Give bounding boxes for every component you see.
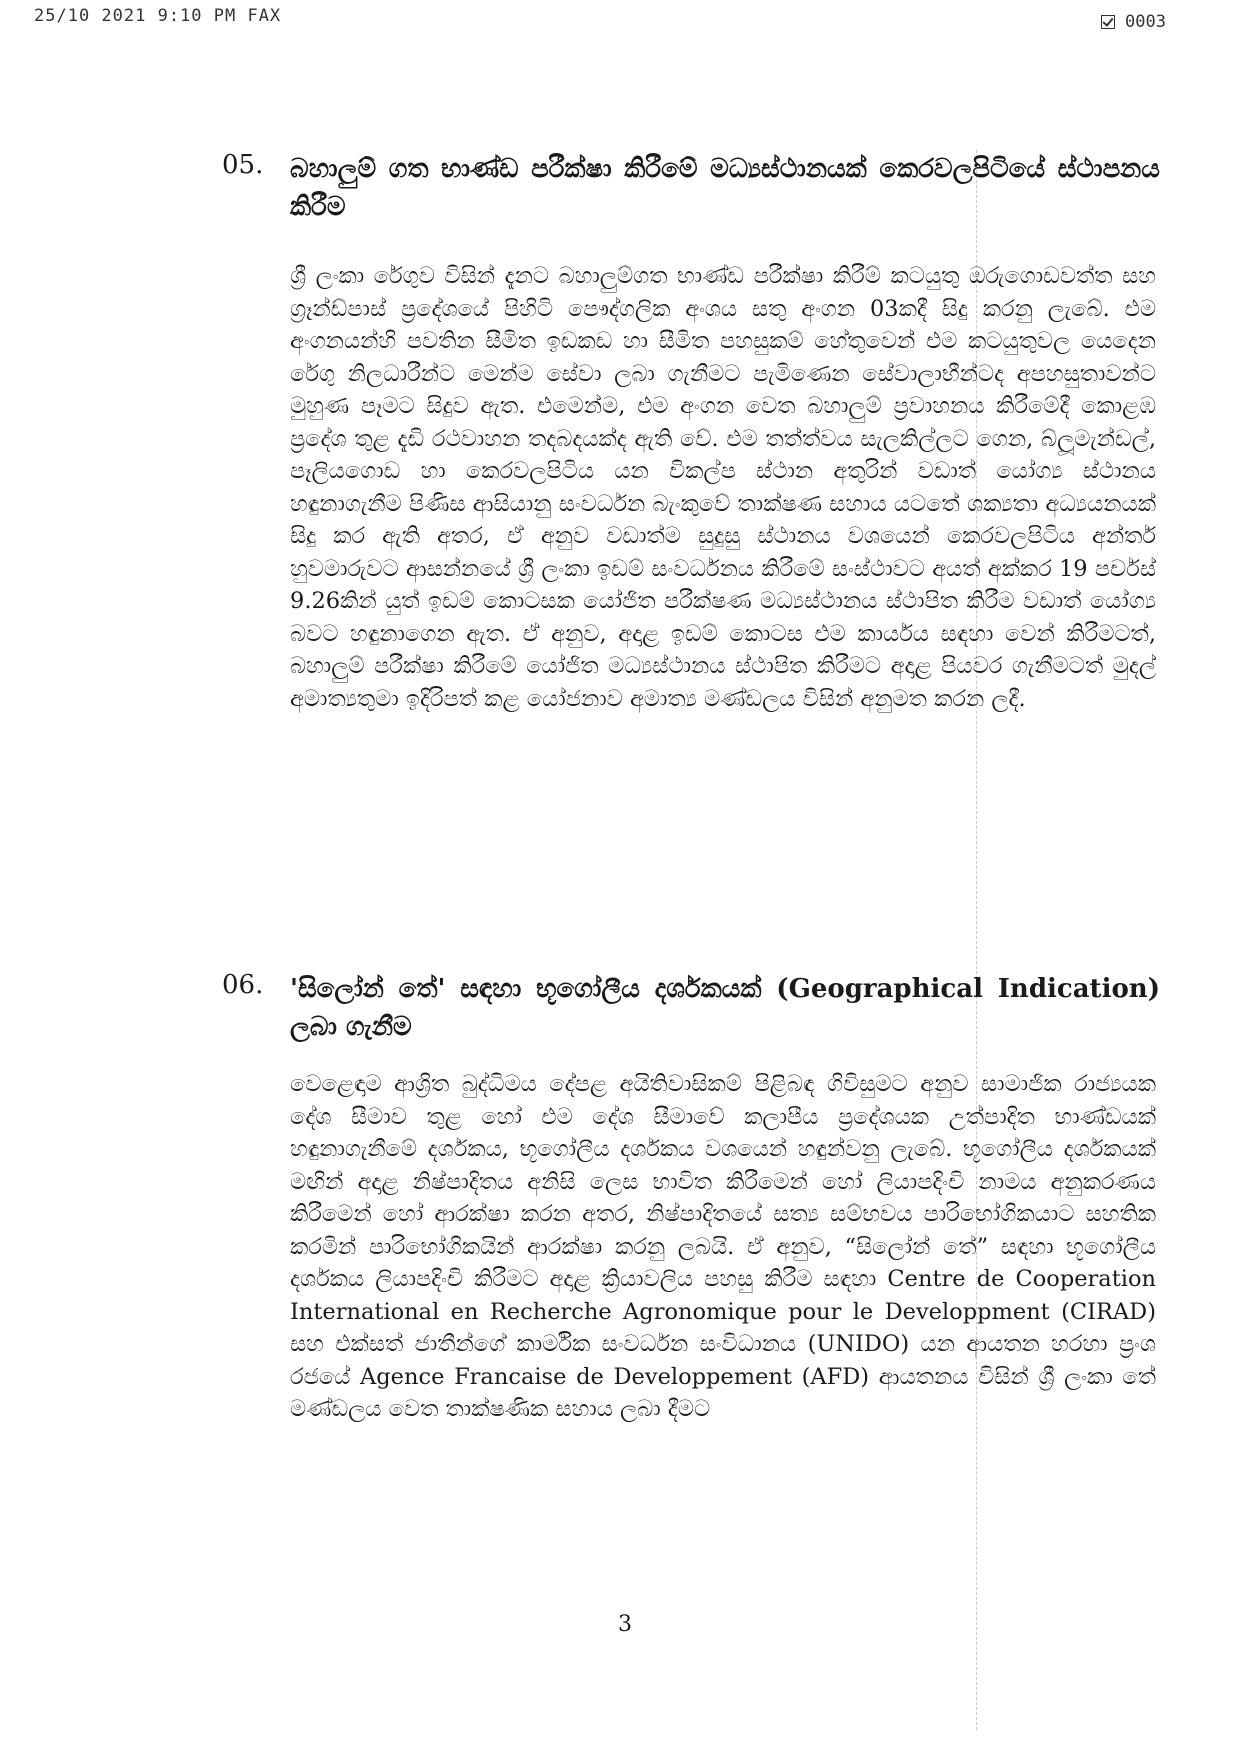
checkbox-icon	[1101, 15, 1115, 29]
fax-header-timestamp: 25/10 2021 9:10 PM FAX	[34, 6, 282, 26]
section-number: 05.	[222, 150, 264, 180]
section-title: 'සිලෝන් තේ' සඳහා භූගෝලීය දර්ශකයක් (Geographical Indication) ලබා ගැනීම	[290, 974, 1160, 1042]
section-title: බහාලුම් ගත භාණ්ඩ පරීක්ෂා කිරීමේ මධ්‍යස්ථානයක් කෙරවලපිටියේ ස්ථාපනය කිරීම	[290, 154, 1160, 222]
section-number: 06.	[222, 970, 264, 1000]
section-body: වෙළෙඳාම ආශ්‍රිත බුද්ධිමය දේපළ අයිතිවාසිකම් පිළිබඳ ගිවිසුමට අනුව සාමාජික රාජ්‍යයක දේශ සීමාව තුළ හෝ එම දේශ සීමාවේ කලාපීය ප්‍රදේශයක උත්පාදිත භාණ්ඩයක් හඳුනාගැනීමේ දර්ශකය, භූගෝලීය දර්ශකය වශයෙන් හඳුන්වනු ලැබේ. භූගෝලීය දර්ශකයක් මඟින් අදාළ නිෂ්පාදිතය අනිසි ලෙස භාවිත කිරීමෙන් හෝ ලියාපදිංචි නාමය අනුකරණය කිරීමෙන් හෝ ආරක්ෂා කරන අතර, නිෂ්පාදිතයේ සත්‍ය සම්භවය පාරිභෝගිකයාට සහතික කරමින් පාරිභෝගිකයින් ආරක්ෂා කරනු ලබයි. ඒ අනුව, “සිලෝන් තේ” සඳහා භූගෝලීය දර්ශකය ලියාපදිංචි කිරීමට අදාළ ක්‍රියාවලිය පහසු කිරීම සඳහා Centre de Cooperation International en Recherche Agronomique pour le Developpment (CIRAD) සහ එක්සත් ජාතීන්ගේ කාර්මික සංවර්ධන සංවිධානය (UNIDO) යන ආයතන හරහා ප්‍රංශ රජයේ Agence Francaise de Developpement (AFD) ආයතනය විසින් ශ්‍රී ලංකා තේ මණ්ඩලය වෙත තාක්ෂණික සහාය ලබා දීමට	[290, 1071, 1156, 1422]
fax-page-number: 0003	[1125, 12, 1166, 32]
section-body: ශ්‍රී ලංකා රේගුව විසින් දැනට බහාලුම්ගත භාණ්ඩ පරීක්ෂා කිරීම් කටයුතු ඔරුගොඩවත්ත සහ ග්‍රෑන්ඩ්පාස් ප්‍රදේශයේ පිහිටි පෞද්ගලික අංශය සතු අංගන 03කදී සිදු කරනු ලැබේ. එම අංගනයන්හි පවතින සීමිත ඉඩකඩ හා සීමිත පහසුකම් හේතුවෙන් එම කටයුතුවල යෙදෙන රේගු නිලධාරීන්ට මෙන්ම සේවා ලබා ගැනීමට පැමිණෙන සේවාලාභීන්ටද අපහසුතාවන්ට මුහුණ පෑමට සිදුව ඇත. එමෙන්ම, එම අංගන වෙත බහාලුම් ප්‍රවාහනය කිරීමේදී කොළඹ ප්‍රදේශ තුළ දැඩි රථවාහන තදබදයක්ද ඇති වේ. එම තත්ත්වය සැලකිල්ලට ගෙන, බ්ලූමැන්ඩල්, පෑලියගොඩ හා කෙරවලපිටිය යන විකල්ප ස්ථාන අතුරින් වඩාත් යෝග්‍ය ස්ථානය හඳුනාගැනීම පිණිස ආසියානු සංවර්ධන බැංකුවේ තාක්ෂණ සහාය යටතේ ශක්‍යතා අධ්‍යයනයක් සිදු කර ඇති අතර, ඒ අනුව වඩාත්ම සුදුසු ස්ථානය වශයෙන් කෙරවලපිටිය අන්තර් හුවමාරුවට ආසන්නයේ ශ්‍රී ලංකා ඉඩම් සංවර්ධනය කිරීමේ සංස්ථාවට අයත් අක්කර 19 පර්චස් 9.26කින් යුත් ඉඩම් කොටසක යෝජිත පරීක්ෂණ මධ්‍යස්ථානය ස්ථාපිත කිරීම වඩාත් යෝග්‍ය බවට හඳුනාගෙන ඇත. ඒ අනුව, අදාළ ඉඩම් කොටස එම කාර්යය සඳහා වෙන් කිරීමටත්, බහාලුම් පරීක්ෂා කිරීමේ යෝජිත මධ්‍යස්ථානය ස්ථාපිත කිරීමට අදාළ පියවර ගැනීමටත් මුදල් අමාත්‍යතුමා ඉදිරිපත් කළ යෝජනාව අමාත්‍ය මණ්ඩලය විසින් අනුමත කරන ලදී.	[290, 263, 1156, 712]
fax-page-code	[1101, 12, 1166, 32]
page-number: 3	[618, 1612, 632, 1637]
